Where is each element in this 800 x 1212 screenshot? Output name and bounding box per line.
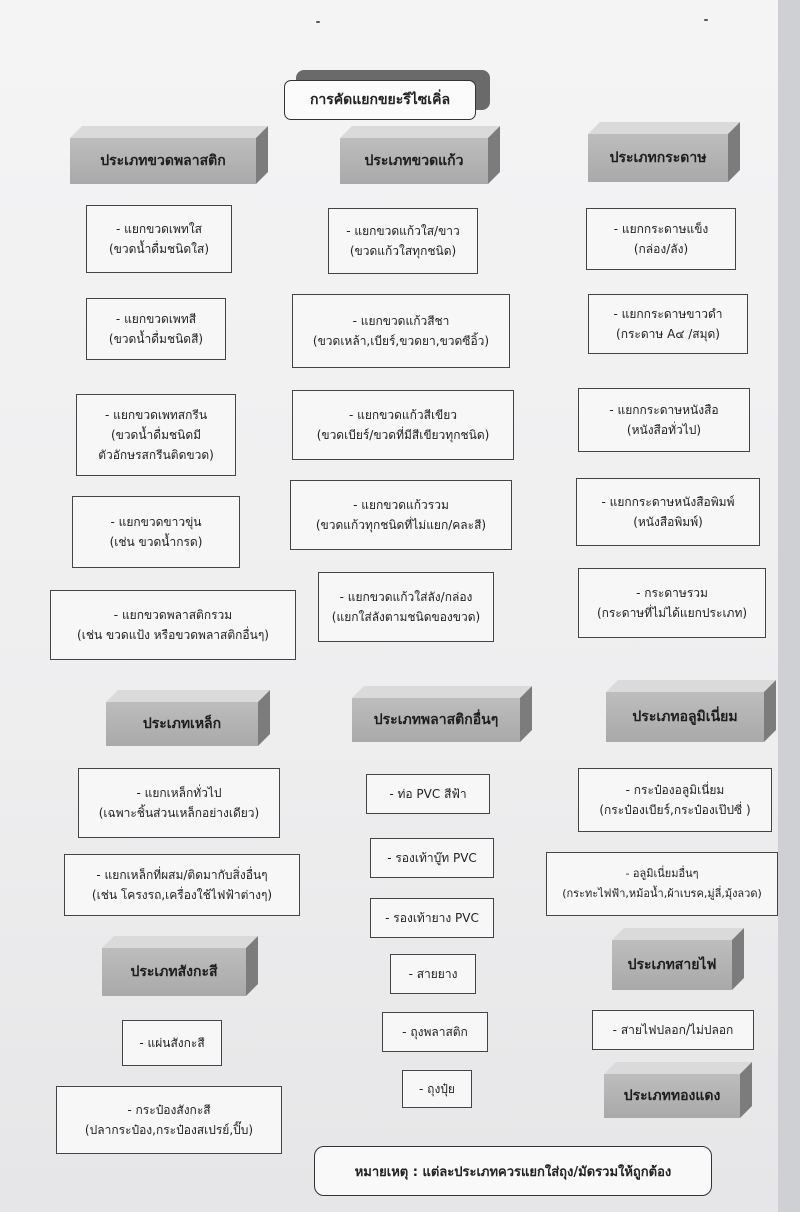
block-top <box>588 122 740 134</box>
category-label: ประเภทสังกะสี <box>102 948 246 996</box>
item-line1: - กระป๋องอลูมิเนี่ยม <box>625 783 725 797</box>
list-item <box>578 768 772 832</box>
category-label: ประเภทพลาสติกอื่นๆ <box>352 698 520 742</box>
list-item <box>546 852 778 916</box>
list-item <box>318 572 494 642</box>
item-line2: (ขวดน้ำดื่มชนิดสี) <box>108 332 204 346</box>
category-paper <box>588 122 740 182</box>
block-top <box>70 126 268 138</box>
speck-mark <box>704 19 708 21</box>
item-line1: - แยกกระดาษขาวดำ <box>613 307 723 321</box>
item-line2: (กระป๋องเบียร์,กระป๋องเป๊ปซี่ ) <box>599 803 751 817</box>
category-wire <box>612 928 744 990</box>
list-item <box>290 480 512 550</box>
category-other-plastic <box>352 686 532 742</box>
list-item <box>370 898 494 938</box>
list-item <box>390 954 476 994</box>
block-top <box>106 690 270 702</box>
list-item <box>78 768 280 838</box>
list-item <box>576 478 760 546</box>
item-line2: (ขวดเบียร์/ขวดที่มีสีเขียวทุกชนิด) <box>316 428 490 442</box>
item-line2: (หนังสือพิมพ์) <box>633 515 703 529</box>
item-line2: (ขวดแก้วทุกชนิดที่ไม่แยก/คละสี) <box>315 518 487 532</box>
item-line1: - สายไฟปลอก/ไม่ปลอก <box>612 1023 734 1037</box>
item-line1: - อลูมิเนี่ยมอื่นๆ <box>625 867 699 880</box>
item-line1: - แผ่นสังกะสี <box>139 1036 205 1050</box>
item-line2: (เฉพาะชิ้นส่วนเหล็กอย่างเดียว) <box>98 806 260 820</box>
category-label: ประเภทกระดาษ <box>588 134 728 182</box>
item-line1: - แยกกระดาษหนังสือพิมพ์ <box>601 495 735 509</box>
list-item <box>382 1012 488 1052</box>
item-line1: - แยกขวดแก้วใส/ขาว <box>346 224 460 238</box>
item-line1: - กระป๋องสังกะสี <box>127 1103 211 1117</box>
list-item <box>292 390 514 460</box>
category-label: ประเภทสายไฟ <box>612 940 732 990</box>
item-line1: - แยกขวดเพทสกรีน <box>104 408 208 422</box>
item-line1: - สายยาง <box>408 967 458 981</box>
item-line1: - ถุงพลาสติก <box>402 1025 468 1039</box>
item-line1: - แยกขวดแก้วใส่ลัง/กล่อง <box>339 590 473 604</box>
list-item <box>402 1070 472 1108</box>
block-top <box>352 686 532 698</box>
item-line1: - รองเท้ายาง PVC <box>385 911 479 925</box>
category-label: ประเภทขวดแก้ว <box>340 138 488 184</box>
block-top <box>604 1062 752 1074</box>
item-line2: (กระดาษ A๔ /สมุด) <box>616 327 720 341</box>
list-item <box>86 205 232 273</box>
item-line2: (ขวดน้ำดื่มชนิดใส) <box>108 242 210 256</box>
item-line2: (กล่อง/ลัง) <box>633 242 689 256</box>
item-line1: - แยกขวดแก้วสีเขียว <box>348 408 458 422</box>
list-item <box>586 208 736 270</box>
list-item <box>328 208 478 274</box>
item-line2: (ขวดน้ำดื่มชนิดมี <box>110 428 202 442</box>
item-line1: - ถุงปุ๋ย <box>419 1082 455 1096</box>
category-label: ประเภทอลูมิเนี่ยม <box>606 692 764 742</box>
list-item <box>86 298 226 360</box>
page-title: การคัดแยกขยะรีไซเคิ่ล <box>284 80 476 120</box>
list-item <box>122 1020 222 1066</box>
item-line1: - แยกขวดแก้วสีชา <box>352 314 450 328</box>
category-label: ประเภทขวดพลาสติก <box>70 138 256 184</box>
item-line2: (ขวดเหล้า,เบียร์,ขวดยา,ขวดซีอิ้ว) <box>312 334 490 348</box>
block-top <box>340 126 500 138</box>
footnote: หมายเหตุ : แต่ละประเภทควรแยกใส่ถุง/มัดรวมให้ถูกต้อง <box>314 1146 712 1196</box>
block-top <box>102 936 258 948</box>
background-edge <box>778 0 800 1212</box>
list-item <box>578 568 766 638</box>
item-line2: (กระดาษที่ไม่ได้แยกประเภท) <box>596 606 748 620</box>
item-line1: - ท่อ PVC สีฟ้า <box>389 787 467 801</box>
item-line1: - แยกกระดาษแข็ง <box>613 222 709 236</box>
list-item <box>366 774 490 814</box>
list-item <box>292 294 510 368</box>
category-aluminium <box>606 680 776 742</box>
item-line2: (เช่น ขวดน้ำกรด) <box>109 535 203 549</box>
list-item <box>72 496 240 568</box>
category-label: ประเภททองแดง <box>604 1074 740 1118</box>
block-top <box>612 928 744 940</box>
item-line1: - แยกขวดเพทใส <box>115 222 202 236</box>
list-item <box>76 394 236 476</box>
block-top <box>606 680 776 692</box>
list-item <box>592 1010 754 1050</box>
category-zinc <box>102 936 258 996</box>
list-item <box>588 294 748 354</box>
list-item <box>370 838 494 878</box>
list-item <box>50 590 296 660</box>
category-copper <box>604 1062 752 1118</box>
item-line2: (แยกใส่ลังตามชนิดของขวด) <box>331 610 481 624</box>
speck-mark <box>316 21 320 23</box>
item-line3: ตัวอักษรสกรีนติดขวด) <box>98 448 214 462</box>
list-item <box>56 1086 282 1154</box>
item-line1: - กระดาษรวม <box>636 586 708 600</box>
item-line1: - แยกขวดพลาสติกรวม <box>113 608 233 622</box>
category-glass-bottle <box>340 126 500 184</box>
item-line2: (กระทะไฟฟ้า,หม้อน้ำ,ผ้าเบรค,มู่ลี่,มุ้งลวด) <box>562 887 762 900</box>
category-steel <box>106 690 270 746</box>
item-line2: (เช่น โครงรถ,เครื่องใช้ไฟฟ้าต่างๆ) <box>91 888 273 902</box>
item-line2: (ปลากระป๋อง,กระป๋องสเปรย์,ปิ๊บ) <box>84 1123 254 1137</box>
item-line2: (ขวดแก้วใสทุกชนิด) <box>349 244 457 258</box>
item-line2: (เช่น ขวดแป้ง หรือขวดพลาสติกอื่นๆ) <box>77 628 269 642</box>
list-item <box>64 854 300 916</box>
category-plastic-bottle <box>70 126 268 184</box>
item-line1: - แยกขวดแก้วรวม <box>353 498 449 512</box>
item-line2: (หนังสือทั่วไป) <box>626 423 702 437</box>
item-line1: - แยกเหล็กทั่วไป <box>136 786 222 800</box>
category-label: ประเภทเหล็ก <box>106 702 258 746</box>
item-line1: - แยกขวดขาวขุ่น <box>110 515 202 529</box>
item-line1: - แยกกระดาษหนังสือ <box>609 403 719 417</box>
list-item <box>578 388 750 452</box>
item-line1: - รองเท้าบู๊ท PVC <box>387 851 477 865</box>
item-line1: - แยกขวดเพทสี <box>115 312 197 326</box>
item-line1: - แยกเหล็กที่ผสม/ติดมากับสิ่งอื่นๆ <box>96 868 268 882</box>
